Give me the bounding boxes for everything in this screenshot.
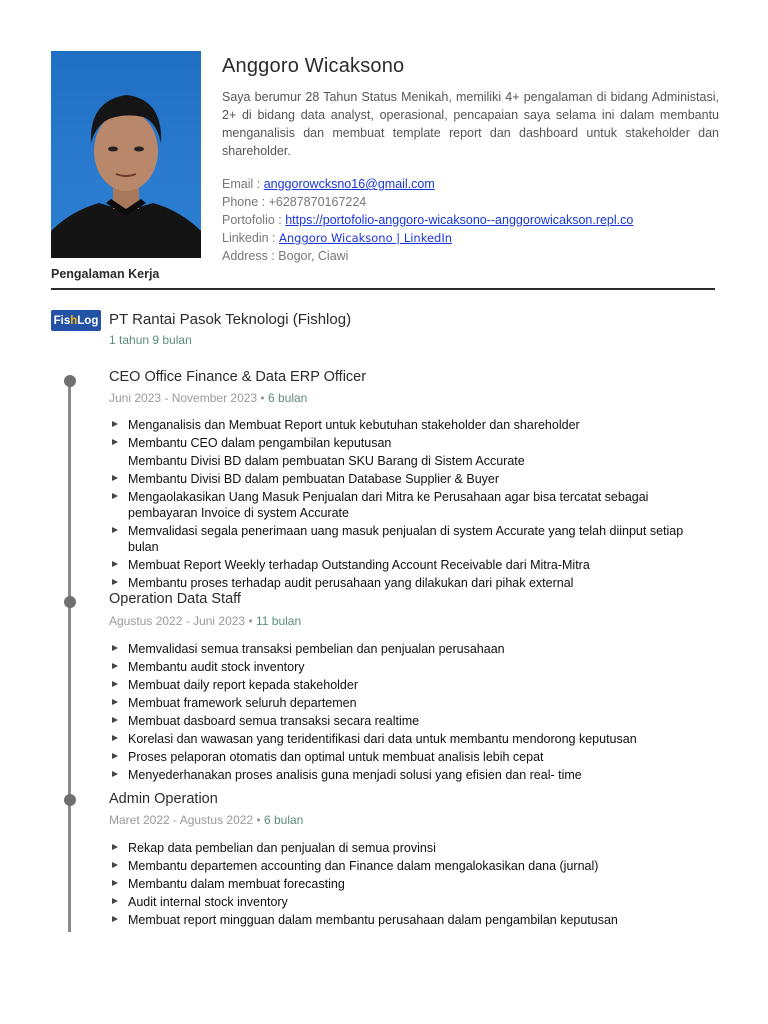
bullet-text: Membuat framework seluruh departemen [128,696,357,710]
role-separator: • [245,614,256,628]
phone-label: Phone : [222,195,269,209]
role-bullets [110,641,710,785]
role-title: Operation Data Staff [109,591,241,607]
role-date-range: Juni 2023 - November 2023 [109,391,258,405]
bullet-text: Membantu departemen accounting dan Finance dalam mengalokasikan dana (jurnal) [128,859,599,873]
email-link[interactable]: anggorowcksno16@gmail.com [263,177,435,191]
portfolio-link[interactable]: https://portofolio-anggoro-wicaksono--anggorowicakson.repl.co [285,213,634,227]
role-title: CEO Office Finance & Data ERP Officer [109,369,367,385]
role-dates [109,813,303,827]
timeline-dot [64,375,76,387]
list-item [110,523,710,555]
bullet-text: Membuat Report Weekly terhadap Outstanding Account Receivable dari Mitra-Mitra [128,558,590,572]
contact-block [222,175,633,265]
role-duration: 6 bulan [267,391,308,405]
list-item [110,713,710,729]
logo-text-part-3: Log [77,314,99,327]
timeline-dot [64,794,76,806]
bullet-text: Membantu audit stock inventory [128,660,305,674]
profile-photo [51,51,201,258]
list-item [110,876,710,892]
role-date-range: Agustus 2022 - Juni 2023 [109,614,246,628]
bullet-text: Mengaolakasikan Uang Masuk Penjualan dari Mitra ke Perusahaan agar bisa tercatat sebagai pembayaran Invoice di system Accurate [128,490,649,520]
linkedin-row [222,229,633,247]
role-duration: 11 bulan [255,614,302,628]
portfolio-row [222,211,633,229]
role-date-range: Maret 2022 - Agustus 2022 [109,813,254,827]
address-row [222,247,633,265]
bullet-text: Membantu dalam membuat forecasting [128,877,345,891]
list-item [110,489,710,521]
company-duration: 1 tahun 9 bulan [109,333,192,347]
list-item [110,453,710,469]
company-logo [51,310,101,331]
list-item [110,575,710,591]
role-separator: • [257,391,268,405]
list-item [110,749,710,765]
role-separator: • [253,813,264,827]
logo-text-part-1: Fis [53,314,71,327]
list-item [110,695,710,711]
list-item [110,731,710,747]
bullet-text: Membuat dasboard semua transaksi secara realtime [128,714,420,728]
portfolio-label: Portofolio : [222,213,286,227]
role-duration: 6 bulan [263,813,304,827]
role-bullets [110,417,710,593]
list-item [110,894,710,910]
bullet-text: Menyederhanakan proses analisis guna menjadi solusi yang efisien dan real- time [128,768,582,782]
role-title: Admin Operation [109,791,218,807]
list-item [110,641,710,657]
email-row [222,175,633,193]
list-item [110,557,710,573]
section-title: Pengalaman Kerja [51,267,160,281]
phone-value: +6287870167224 [268,195,367,209]
address-label: Address : [222,249,279,263]
bullet-text: Membantu CEO dalam pengambilan keputusan [128,436,392,450]
company-name: PT Rantai Pasok Teknologi (Fishlog) [109,311,352,328]
bio-text: Saya berumur 28 Tahun Status Menikah, memiliki 4+ pengalaman di bidang Administasi, 2+ di bidang data analyst, operasional, pencapaian saya selama ini dalam membantu menganalisis dan membuat template report dan dashboard untuk stakeholder dan shareholder. [222,90,719,158]
bullet-text: Memvalidasi semua transaksi pembelian dan penjualan perusahaan [128,642,505,656]
bullet-text: Korelasi dan wawasan yang teridentifikasi dari data untuk membantu mendorong keputusan [128,732,637,746]
list-item [110,912,710,928]
list-item [110,417,710,433]
role-bullets [110,840,710,930]
bullet-text: Proses pelaporan otomatis dan optimal untuk membuat analisis lebih cepat [128,750,544,764]
timeline-line [68,380,71,932]
bullet-text: Membuat daily report kepada stakeholder [128,678,358,692]
bullet-text: Membantu proses terhadap audit perusahaan yang dilakukan dari pihak external [128,576,574,590]
bullet-text: Membantu Divisi BD dalam pembuatan SKU Barang di Sistem Accurate [128,454,525,468]
role-dates [109,614,301,628]
bullet-text: Rekap data pembelian dan penjualan di semua provinsi [128,841,436,855]
list-item [110,677,710,693]
candidate-name: Anggoro Wicaksono [222,55,405,77]
role-dates [109,391,307,405]
list-item [110,471,710,487]
timeline-dot [64,596,76,608]
section-divider [51,288,715,290]
bullet-text: Membantu Divisi BD dalam pembuatan Database Supplier & Buyer [128,472,500,486]
list-item [110,840,710,856]
list-item [110,659,710,675]
phone-row [222,193,633,211]
list-item [110,435,710,451]
bullet-text: Audit internal stock inventory [128,895,288,909]
email-label: Email : [222,177,264,191]
logo-text-part-2: h [70,314,78,327]
linkedin-label: Linkedin : [222,231,279,245]
list-item [110,858,710,874]
bullet-text: Membuat report mingguan dalam membantu perusahaan dalam pengambilan keputusan [128,913,618,927]
list-item [110,767,710,783]
linkedin-link[interactable]: Anggoro Wicaksono | LinkedIn [278,231,453,245]
address-value: Bogor, Ciawi [278,249,349,263]
bullet-text: Menganalisis dan Membuat Report untuk kebutuhan stakeholder dan shareholder [128,418,580,432]
bullet-text: Memvalidasi segala penerimaan uang masuk penjualan di system Accurate yang telah diinput setiap bulan [128,524,684,554]
